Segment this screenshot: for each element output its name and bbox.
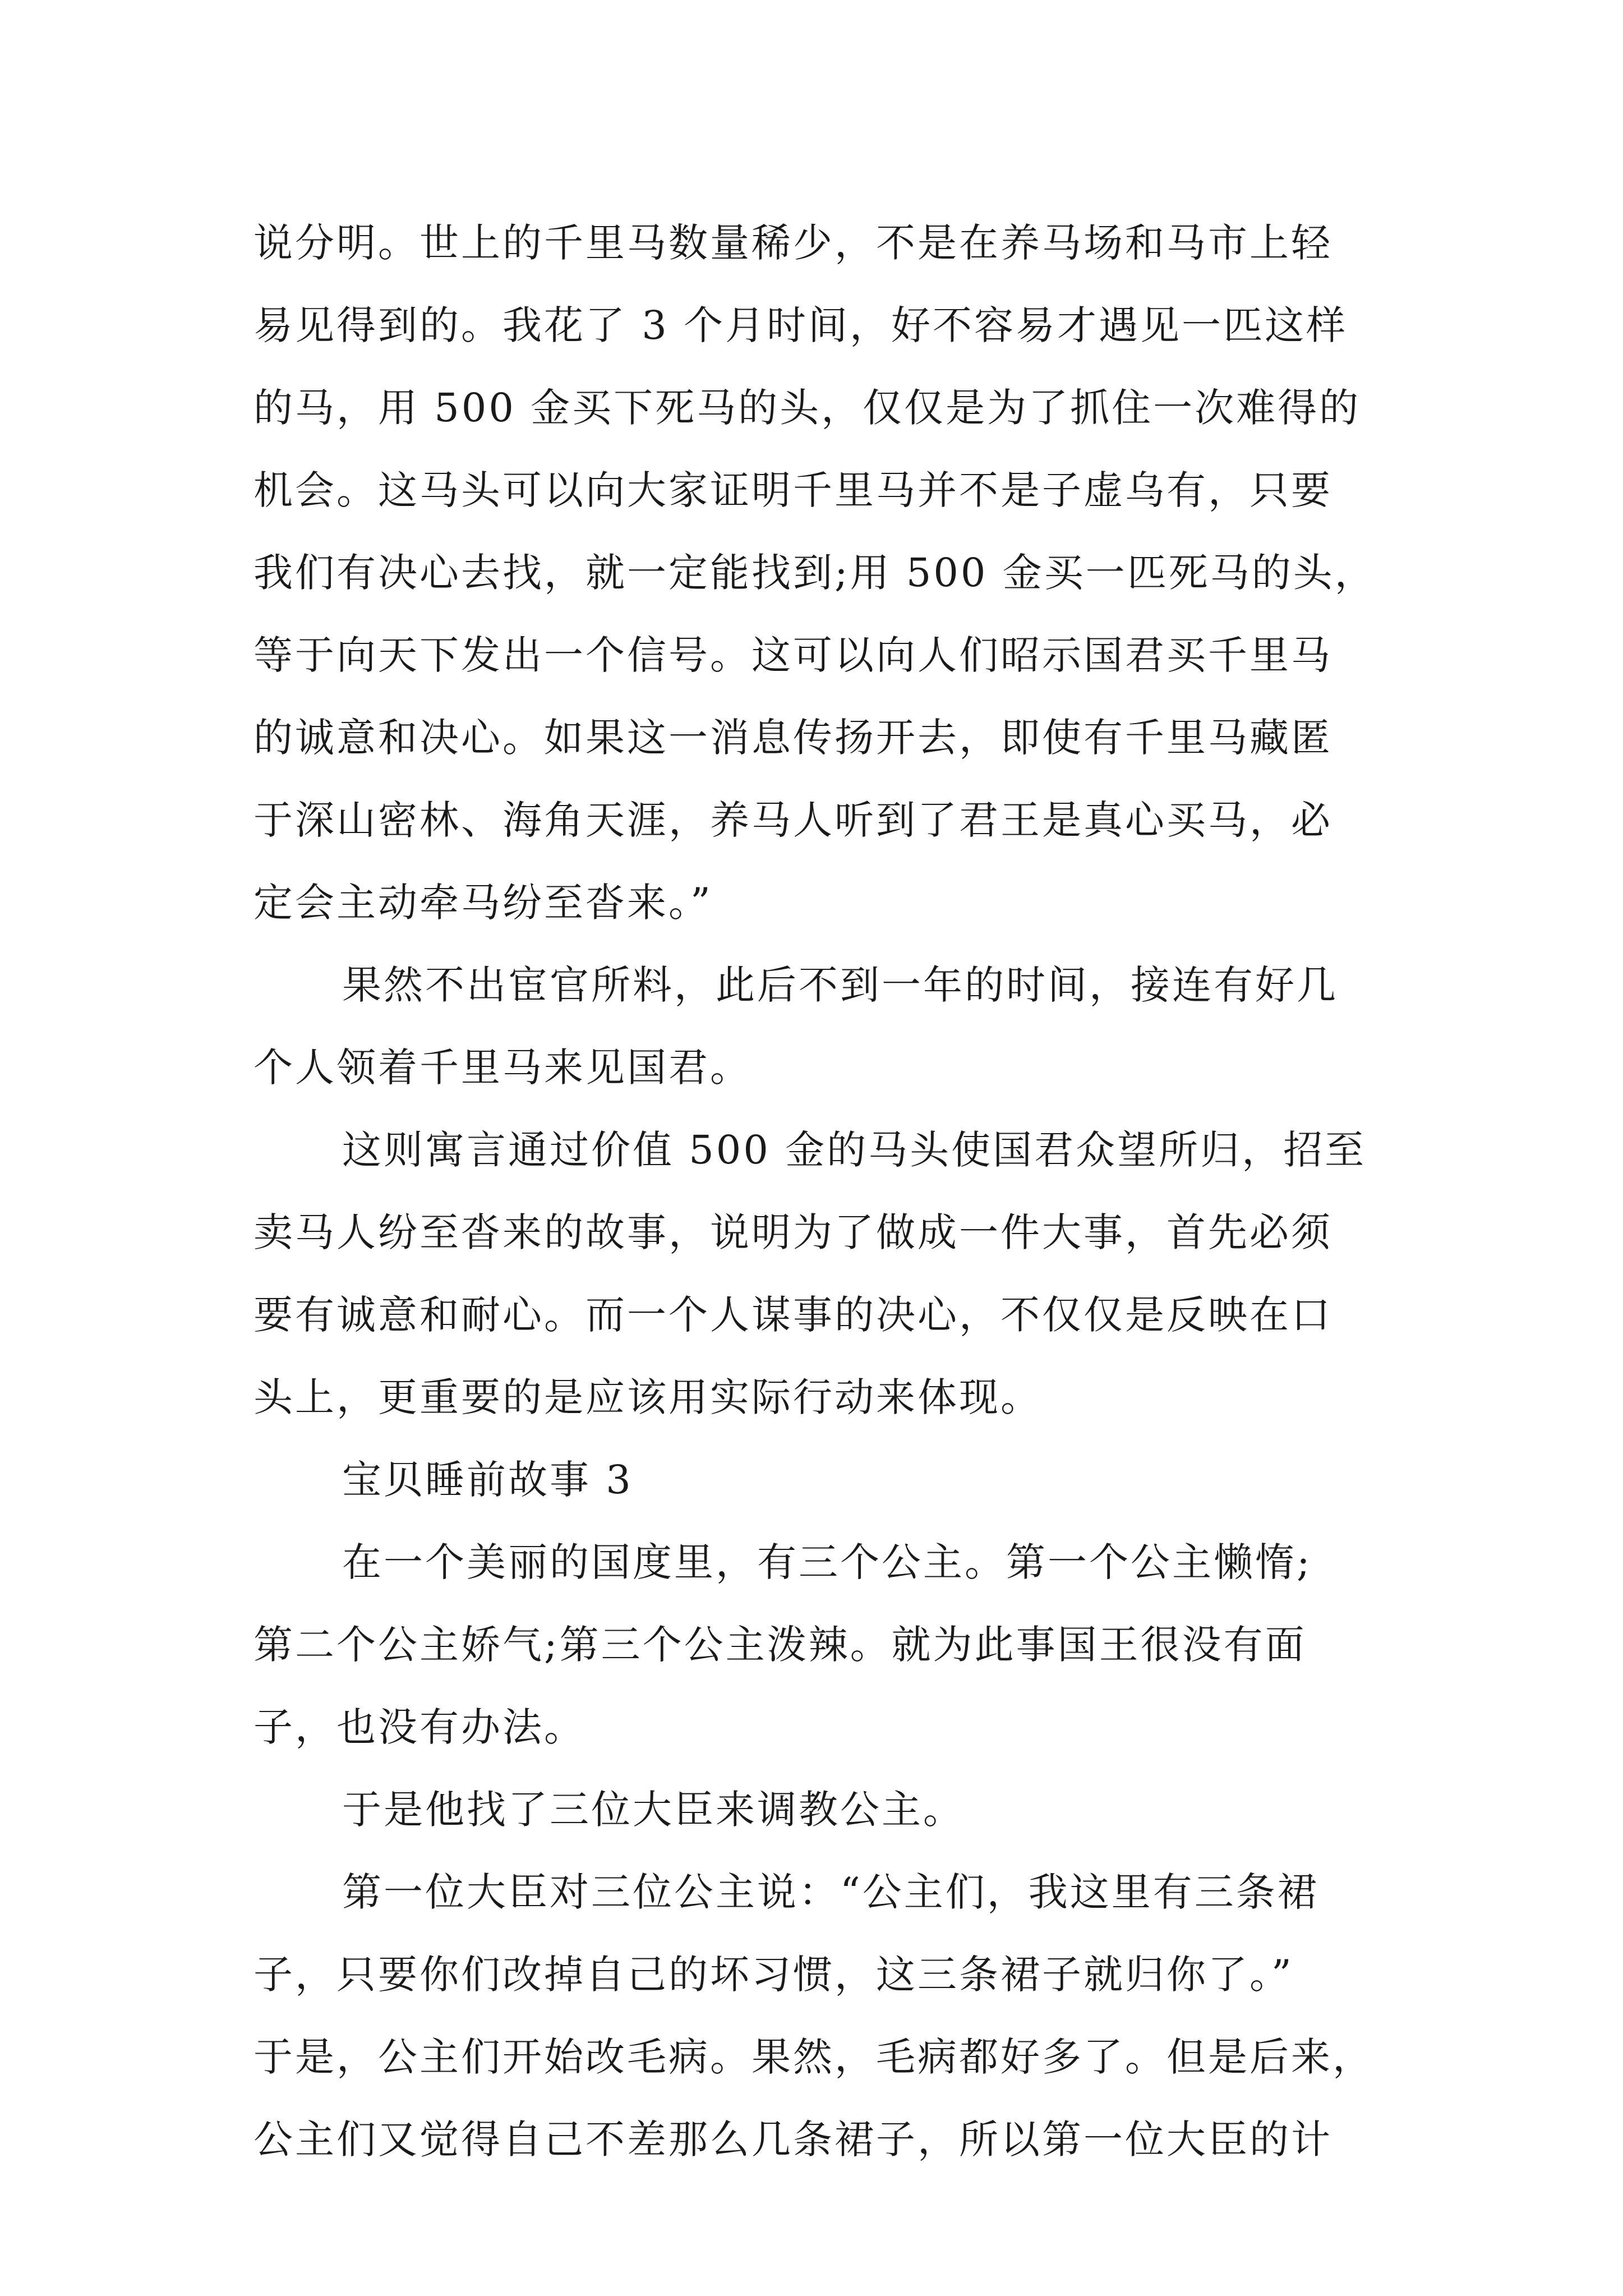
- section-heading: 宝贝睡前故事 3: [342, 1457, 633, 1503]
- paragraph-start-line: 于是他找了三位大臣来调教公主。: [342, 1787, 965, 1833]
- text-line: 第二个公主娇气;第三个公主泼辣。就为此事国王很没有面: [253, 1622, 1307, 1668]
- text-line: 卖马人纷至沓来的故事，说明为了做成一件大事，首先必须: [253, 1209, 1332, 1255]
- body-text: [253, 202, 1386, 2181]
- text-line: 说分明。世上的千里马数量稀少，不是在养马场和马市上轻: [253, 220, 1332, 266]
- paragraph-start-line: 第一位大臣对三位公主说：“公主们，我这里有三条裙: [342, 1869, 1319, 1915]
- text-line: 于深山密林、海角天涯，养马人听到了君王是真心买马，必: [253, 797, 1332, 843]
- text-line: 的马，用 500 金买下死马的头，仅仅是为了抓住一次难得的: [253, 385, 1361, 431]
- text-line: 头上，更重要的是应该用实际行动来体现。: [253, 1374, 1042, 1420]
- text-line: 子，也没有办法。: [253, 1704, 585, 1750]
- text-line: 个人领着千里马来见国君。: [253, 1045, 751, 1091]
- text-line: 要有诚意和耐心。而一个人谋事的决心，不仅仅是反映在口: [253, 1292, 1332, 1338]
- paragraph-start-line: 这则寓言通过价值 500 金的马头使国君众望所归，招至: [342, 1127, 1367, 1173]
- text-line: 等于向天下发出一个信号。这可以向人们昭示国君买千里马: [253, 632, 1332, 678]
- paragraph-start-line: 果然不出宦官所料，此后不到一年的时间，接连有好几: [342, 962, 1338, 1008]
- text-line: 易见得到的。我花了 3 个月时间，好不容易才遇见一匹这样: [253, 302, 1348, 348]
- text-line: 公主们又觉得自己不差那么几条裙子，所以第一位大臣的计: [253, 2116, 1332, 2162]
- text-line: 子，只要你们改掉自己的坏习惯，这三条裙子就归你了。”: [253, 1952, 1294, 1998]
- text-line: 我们有决心去找，就一定能找到;用 500 金买一匹死马的头，: [253, 550, 1376, 596]
- text-line: 的诚意和决心。如果这一消息传扬开去，即使有千里马藏匿: [253, 715, 1332, 761]
- text-line: 机会。这马头可以向大家证明千里马并不是子虚乌有，只要: [253, 467, 1332, 513]
- paragraph-start-line: 在一个美丽的国度里，有三个公主。第一个公主懒惰;: [342, 1539, 1312, 1585]
- text-line: 于是，公主们开始改毛病。果然，毛病都好多了。但是后来，: [253, 2034, 1374, 2080]
- text-line: 定会主动牵马纷至沓来。”: [253, 880, 713, 926]
